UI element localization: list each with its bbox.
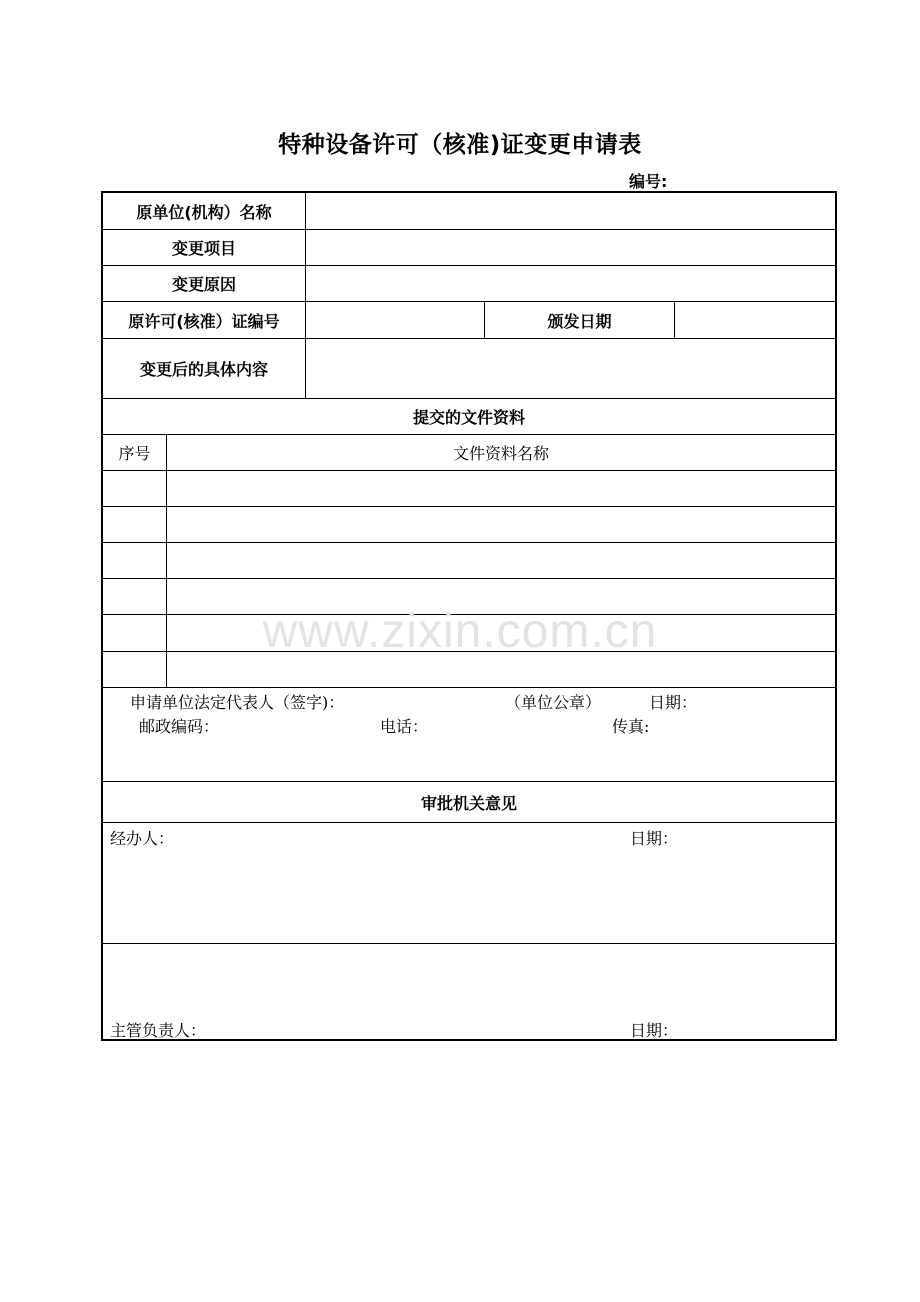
input-change-item[interactable] [306, 230, 835, 265]
document-name-cell[interactable] [167, 615, 835, 651]
input-change-reason[interactable] [306, 266, 835, 301]
table-row [103, 615, 835, 652]
input-changed-content[interactable] [306, 339, 835, 398]
document-no-cell[interactable] [103, 471, 167, 506]
applicant-section [103, 688, 835, 782]
handler-signature-field[interactable]: 经办人： [110, 829, 175, 848]
label-original-permit-no: 原许可(核准）证编号 [103, 302, 306, 338]
handler-date-field[interactable]: 日期： [630, 829, 679, 848]
postal-code-field[interactable]: 邮政编码： [139, 717, 220, 736]
table-row [103, 652, 835, 688]
row-approval-header [103, 782, 835, 823]
row-changed-content [103, 339, 835, 399]
column-header-document-name: 文件资料名称 [452, 444, 549, 463]
row-documents-columns [103, 435, 835, 471]
label-change-item: 变更项目 [103, 230, 306, 265]
column-header-no: 序号 [103, 435, 167, 470]
table-row [103, 471, 835, 507]
table-row [103, 579, 835, 615]
document-name-cell[interactable] [167, 471, 835, 506]
input-issue-date[interactable] [675, 302, 835, 338]
approval-handler-section [103, 823, 835, 944]
row-original-unit-name [103, 193, 835, 230]
form-title: 特种设备许可（核准)证变更申请表 [278, 132, 642, 158]
document-name-cell[interactable] [167, 543, 835, 578]
document-no-cell[interactable] [103, 615, 167, 651]
approval-supervisor-section [103, 944, 835, 1039]
document-no-cell[interactable] [103, 507, 167, 542]
fax-field[interactable]: 传真: [612, 717, 650, 736]
row-change-reason [103, 266, 835, 302]
supervisor-date-field[interactable]: 日期： [630, 1021, 679, 1040]
row-change-item [103, 230, 835, 266]
applicant-date-field[interactable]: 日期： [649, 693, 698, 712]
document-name-cell[interactable] [167, 579, 835, 614]
label-changed-content: 变更后的具体内容 [103, 339, 306, 398]
input-original-permit-no[interactable] [306, 302, 485, 338]
label-original-unit-name: 原单位(机构）名称 [103, 193, 306, 229]
label-issue-date: 颁发日期 [485, 302, 675, 338]
document-name-cell[interactable] [167, 507, 835, 542]
unit-seal-label: （单位公章） [505, 693, 602, 712]
row-documents-header [103, 399, 835, 435]
table-row [103, 507, 835, 543]
document-no-cell[interactable] [103, 579, 167, 614]
table-row [103, 543, 835, 579]
watermark-text: www.zixin.com.cn [262, 605, 658, 658]
row-permit-number [103, 302, 835, 339]
documents-section-title: 提交的文件资料 [412, 408, 525, 427]
supervisor-signature-field[interactable]: 主管负责人： [110, 1021, 207, 1040]
input-original-unit-name[interactable] [306, 193, 835, 229]
legal-representative-signature[interactable]: 申请单位法定代表人（签字)： [130, 693, 345, 712]
application-form-table [101, 191, 837, 1041]
document-name-cell[interactable] [167, 652, 835, 687]
serial-number-label: 编号: [629, 172, 668, 191]
approval-section-title: 审批机关意见 [420, 793, 517, 813]
document-no-cell[interactable] [103, 652, 167, 687]
phone-field[interactable]: 电话： [380, 717, 429, 736]
document-no-cell[interactable] [103, 543, 167, 578]
label-change-reason: 变更原因 [103, 266, 306, 301]
